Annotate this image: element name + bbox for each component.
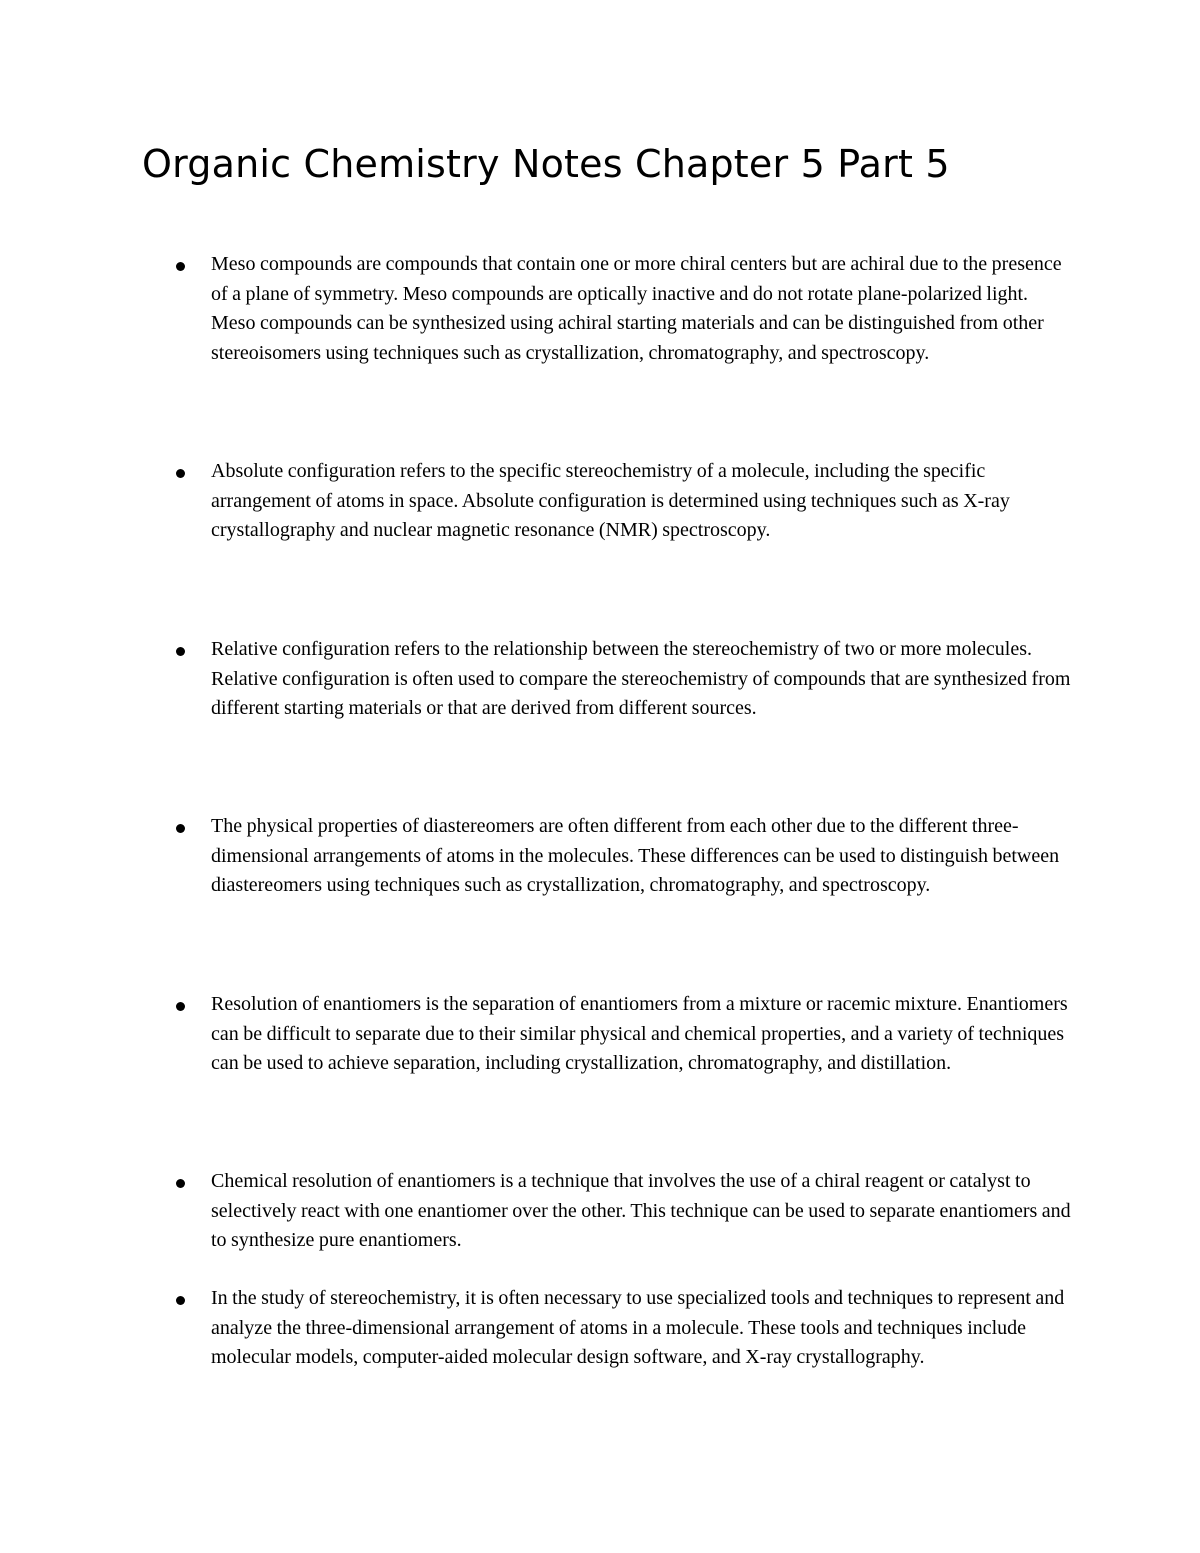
list-item-text: The physical properties of diastereomers are often different from each other due to the different three-dimensional arrangements of atoms in the molecules. These differences can be used to distinguish between diastereomers using techniques such as crystallization, chromatography, and spectroscopy. bbox=[211, 815, 1060, 897]
list-item-text: Meso compounds are compounds that contain one or more chiral centers but are achiral due to the presence of a plane of symmetry. Meso compounds are optically inactive and do not rotate plane-polarized light. Meso compounds can be synthesized using achiral starting materials and can be distinguished from other stereoisomers using techniques such as crystallization, chromatography, and spectroscopy. bbox=[211, 253, 1062, 364]
bullet-icon bbox=[176, 824, 185, 833]
list-item-text: Relative configuration refers to the relationship between the stereochemistry of two or more molecules. Relative configuration is often used to compare the stereochemistry of compounds that are synthesized from different starting materials or that are derived from different sources. bbox=[211, 638, 1071, 720]
bullet-icon bbox=[176, 1179, 185, 1188]
bullet-icon bbox=[176, 1296, 185, 1305]
list-item-text: Resolution of enantiomers is the separation of enantiomers from a mixture or racemic mixture. Enantiomers can be difficult to separate due to their similar physical and chemical properties, and a variety of techniques can be used to achieve separation, including crystallization, chromatography, and distillation. bbox=[211, 993, 1068, 1075]
bullet-icon bbox=[176, 647, 185, 656]
list-item-text: Absolute configuration refers to the specific stereochemistry of a molecule, including the specific arrangement of atoms in space. Absolute configuration is determined using techniques such as X-ray crystallography and nuclear magnetic resonance (NMR) spectroscopy. bbox=[211, 460, 1010, 542]
list-item-text: In the study of stereochemistry, it is often necessary to use specialized tools and techniques to represent and analyze the three-dimensional arrangement of atoms in a molecule. These tools and techniques include molecular models, computer-aided molecular design software, and X-ray crystallography. bbox=[211, 1287, 1065, 1369]
bullet-icon bbox=[176, 262, 185, 271]
list-item-text: Chemical resolution of enantiomers is a technique that involves the use of a chiral reagent or catalyst to selectively react with one enantiomer over the other. This technique can be used to separate enantiomers and to synthesize pure enantiomers. bbox=[211, 1170, 1071, 1252]
bullet-icon bbox=[176, 1002, 185, 1011]
bullet-icon bbox=[176, 469, 185, 478]
page-title: Organic Chemistry Notes Chapter 5 Part 5 bbox=[142, 142, 950, 186]
